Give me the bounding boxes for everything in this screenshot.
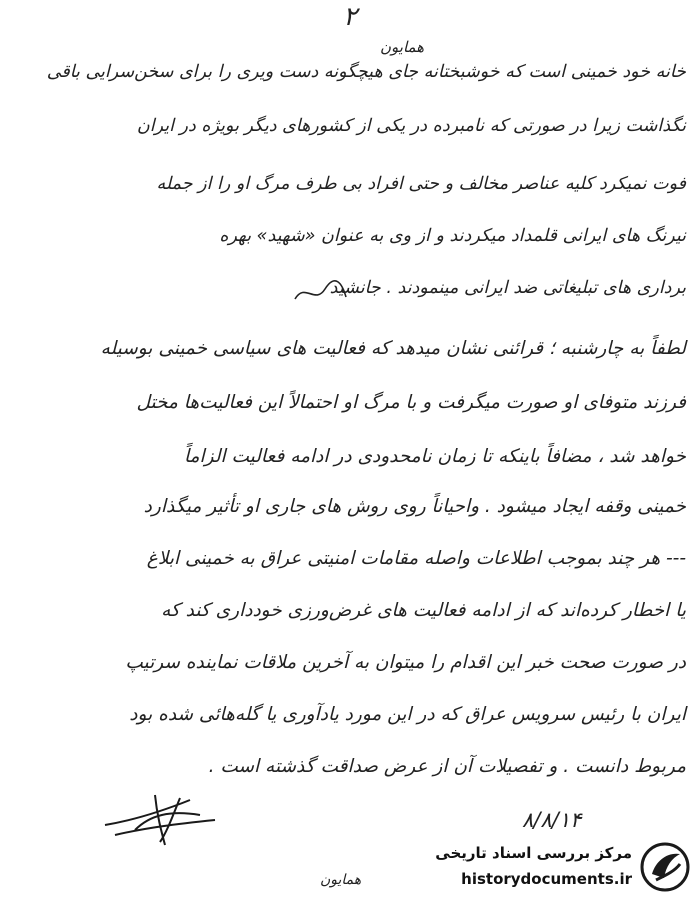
paragraph-2-line: خواهد شد ، مضافاً باینکه تا زمان نامحدودی در ادامه فعالیت‌ الزاماً <box>183 446 686 467</box>
paragraph-2-line: ایران با رئیس سرویس عراق که در این مورد یادآوری یا گله‌هائی شده بود <box>129 704 686 725</box>
signature-icon <box>95 790 225 850</box>
watermark-url[interactable]: historydocuments.ir <box>461 870 632 888</box>
paragraph-2-line: مربوط دانست . و تفصیلات آن از عرض صداقت گذشته است . <box>208 756 686 777</box>
initial-mark-icon <box>290 277 350 307</box>
watermark-title: مرکز بررسی اسناد تاریخی <box>435 844 632 862</box>
watermark <box>430 836 696 898</box>
top-heading: همایون <box>380 38 425 56</box>
paragraph-1-line: نگذاشت زیرا در صورتی که نا‌مبرده در یکی از کشورهای دیگر بویژه در ایران <box>136 116 686 136</box>
page-number: ۲ <box>343 2 357 32</box>
paragraph-2-line: یا اخطار کرده‌اند که از ادامه فعالیت های غرض‌ورزی خودداری کند که <box>161 600 686 621</box>
paragraph-1-line: خانه خود خمینی است که خوشبختانه جای هیچگونه دست ویری را برای سخن‌سرایی باقی <box>46 62 686 82</box>
paragraph-2-line: در صورت صحت خبر این اقدام را میتوان به آخرین ملاقات نماینده سرتیپ <box>125 652 686 673</box>
bottom-heading: همایون <box>320 872 362 888</box>
date: ۸/۸/۱۴ <box>522 808 582 832</box>
paragraph-2-line: خمینی وقفه ایجاد میشود . واحیاناً روی روش های جاری او تأثیر میگذارد <box>143 496 686 517</box>
paragraph-2-line: --- هر چند بموجب اطلاعات واصله مقامات امنیتی عراق به خمینی ابلاغ <box>146 548 686 569</box>
paragraph-2-line: فرزند متوفای او صورت میگرفت و با مرگ او احتمالاً این فعالیت‌ها مختل <box>136 392 686 413</box>
paragraph-1-line: نیرنگ های ایرانی قلمداد میکردند و از وی به عنوان «شهید» بهره <box>219 226 686 246</box>
paragraph-1-line: فوت نمیکرد کلیه عناصر مخالف و حتی افراد بی طرف مرگ او را از جمله <box>156 174 686 194</box>
paragraph-2-line: لطفاً به چارشنبه ؛ قرائنی نشان میدهد که فعالیت های سیاسی خمینی بوسیله <box>100 338 686 359</box>
paragraph-1-line: برداری های تبلیغاتی ضد ایرانی مینمودند . جانشید <box>329 278 686 298</box>
archive-logo-icon <box>640 842 690 892</box>
